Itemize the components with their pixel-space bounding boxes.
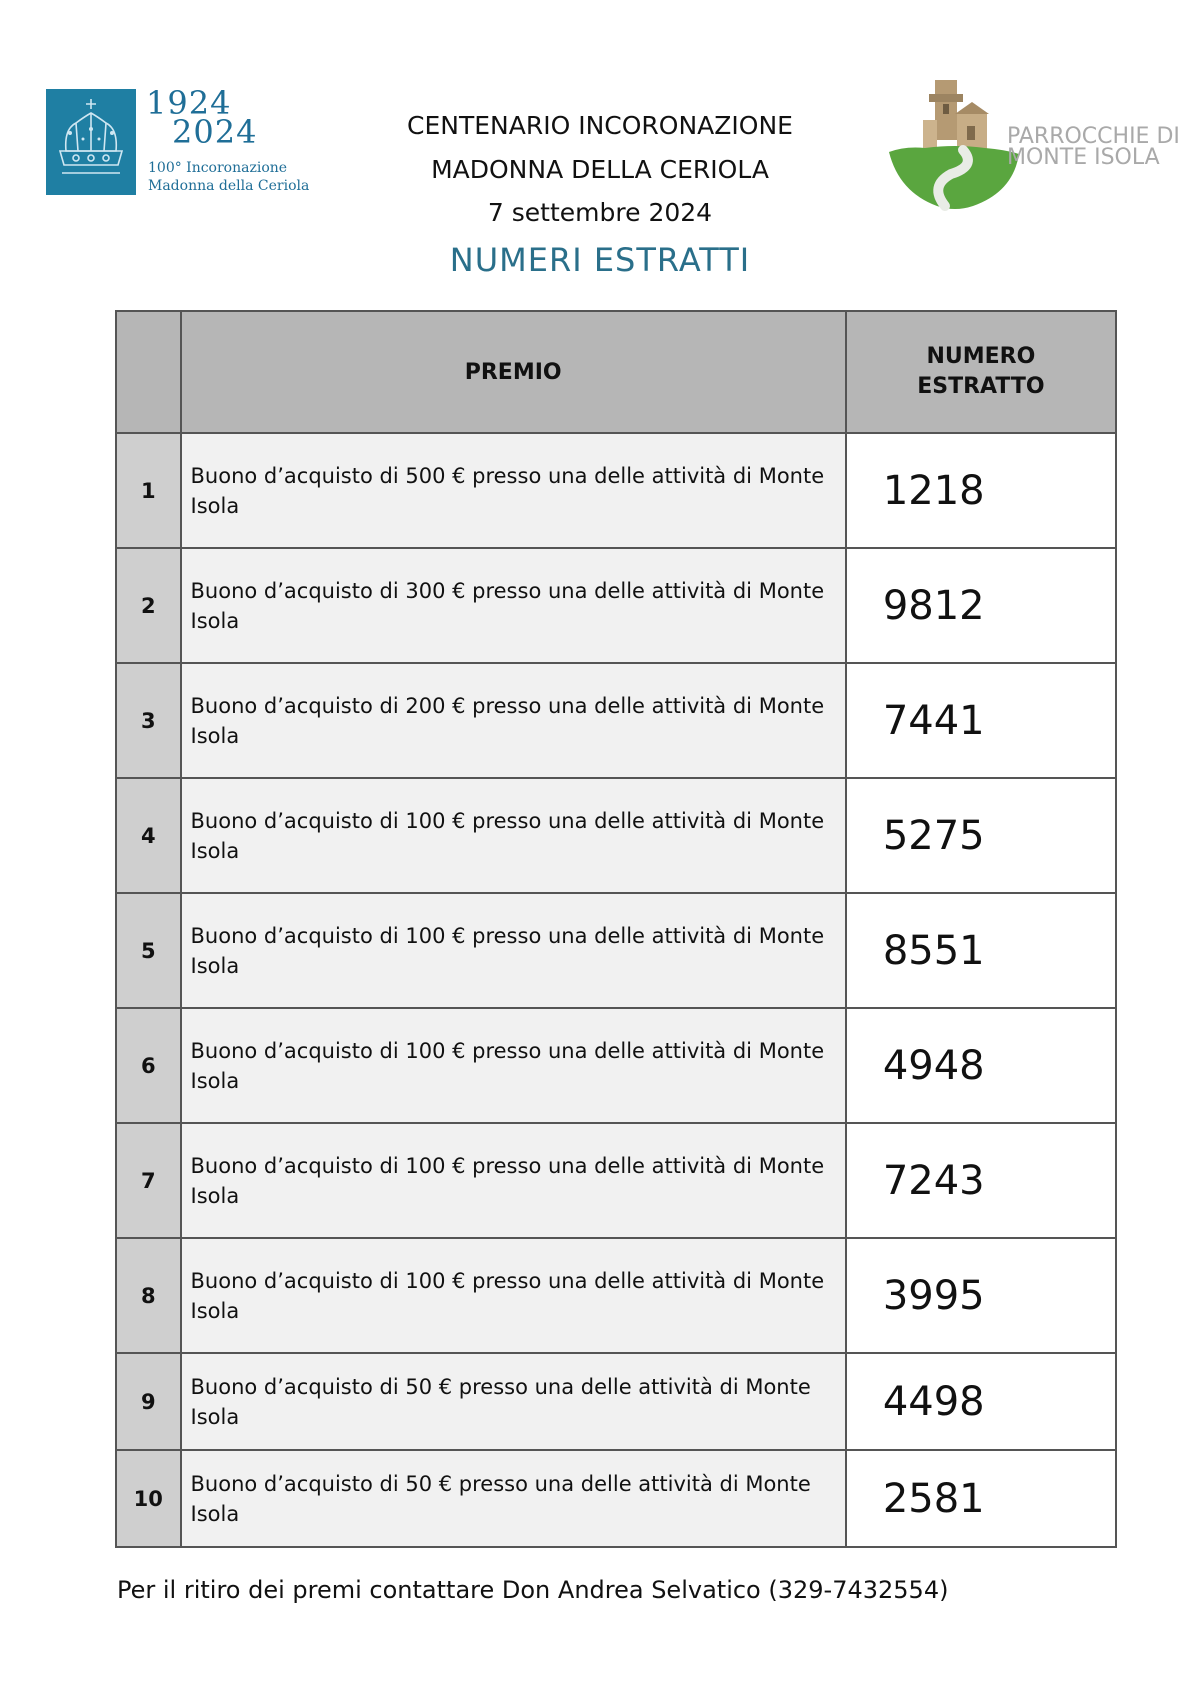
row-prize: Buono d’acquisto di 500 € presso una delle attività di Monte Isola — [181, 433, 846, 548]
row-prize: Buono d’acquisto di 300 € presso una delle attività di Monte Isola — [181, 548, 846, 663]
row-prize: Buono d’acquisto di 200 € presso una delle attività di Monte Isola — [181, 663, 846, 778]
header-prize: PREMIO — [181, 311, 846, 433]
row-index: 4 — [116, 778, 181, 893]
table-row — [116, 1353, 1116, 1450]
row-number: 9812 — [846, 548, 1116, 663]
row-prize: Buono d’acquisto di 100 € presso una delle attività di Monte Isola — [181, 1238, 846, 1353]
winning-numbers-table — [115, 310, 1117, 1548]
table-row — [116, 778, 1116, 893]
subtitle-line2: Madonna della Ceriola — [148, 178, 310, 194]
row-index: 8 — [116, 1238, 181, 1353]
row-prize: Buono d’acquisto di 100 € presso una delle attività di Monte Isola — [181, 778, 846, 893]
table-row — [116, 1008, 1116, 1123]
row-prize: Buono d’acquisto di 50 € presso una delle attività di Monte Isola — [181, 1353, 846, 1450]
row-prize: Buono d’acquisto di 100 € presso una delle attività di Monte Isola — [181, 1008, 846, 1123]
document-header — [340, 102, 860, 286]
subtitle-line1: 100° Incoronazione — [148, 160, 288, 176]
row-index: 5 — [116, 893, 181, 1008]
table-row — [116, 663, 1116, 778]
header-date: 7 settembre 2024 — [487, 198, 713, 227]
header-index — [116, 311, 181, 433]
header-number-line1: NUMERO — [926, 344, 1036, 369]
row-number: 2581 — [846, 1450, 1116, 1547]
parish-name-line2: MONTE ISOLA — [1007, 145, 1160, 170]
year-end: 2024 — [172, 113, 258, 151]
row-index: 1 — [116, 433, 181, 548]
church-hill-icon — [885, 74, 1025, 214]
year-start: 1924 — [146, 84, 232, 122]
row-number: 5275 — [846, 778, 1116, 893]
centenary-years — [146, 84, 258, 151]
table-row — [116, 1123, 1116, 1238]
table-row — [116, 548, 1116, 663]
row-index: 7 — [116, 1123, 181, 1238]
crown-crest-icon — [46, 89, 136, 195]
row-number: 3995 — [846, 1238, 1116, 1353]
row-index: 6 — [116, 1008, 181, 1123]
row-number: 4948 — [846, 1008, 1116, 1123]
row-number: 1218 — [846, 433, 1116, 548]
parish-logo — [885, 74, 1180, 214]
row-number: 8551 — [846, 893, 1116, 1008]
table-row — [116, 1450, 1116, 1547]
row-index: 10 — [116, 1450, 181, 1547]
parish-name-line1: PARROCCHIE DI — [1007, 124, 1180, 149]
row-number: 7441 — [846, 663, 1116, 778]
header-line2: MADONNA DELLA CERIOLA — [431, 155, 769, 184]
contact-note: Per il ritiro dei premi contattare Don Andrea Selvatico (329-7432554) — [117, 1576, 949, 1604]
parish-name — [1007, 126, 1180, 168]
row-prize: Buono d’acquisto di 50 € presso una delle attività di Monte Isola — [181, 1450, 846, 1547]
row-number: 4498 — [846, 1353, 1116, 1450]
page-title: NUMERI ESTRATTI — [449, 241, 751, 279]
row-prize: Buono d’acquisto di 100 € presso una delle attività di Monte Isola — [181, 893, 846, 1008]
table-row — [116, 893, 1116, 1008]
header-line1: CENTENARIO INCORONAZIONE — [407, 111, 793, 140]
centenary-subtitle — [148, 159, 309, 195]
row-index: 2 — [116, 548, 181, 663]
table-row — [116, 433, 1116, 548]
row-index: 9 — [116, 1353, 181, 1450]
row-number: 7243 — [846, 1123, 1116, 1238]
row-index: 3 — [116, 663, 181, 778]
header-number — [846, 311, 1116, 433]
header-number-line2: ESTRATTO — [917, 374, 1045, 399]
table-header-row — [116, 311, 1116, 433]
row-prize: Buono d’acquisto di 100 € presso una delle attività di Monte Isola — [181, 1123, 846, 1238]
centenary-logo — [46, 84, 310, 199]
table-row — [116, 1238, 1116, 1353]
